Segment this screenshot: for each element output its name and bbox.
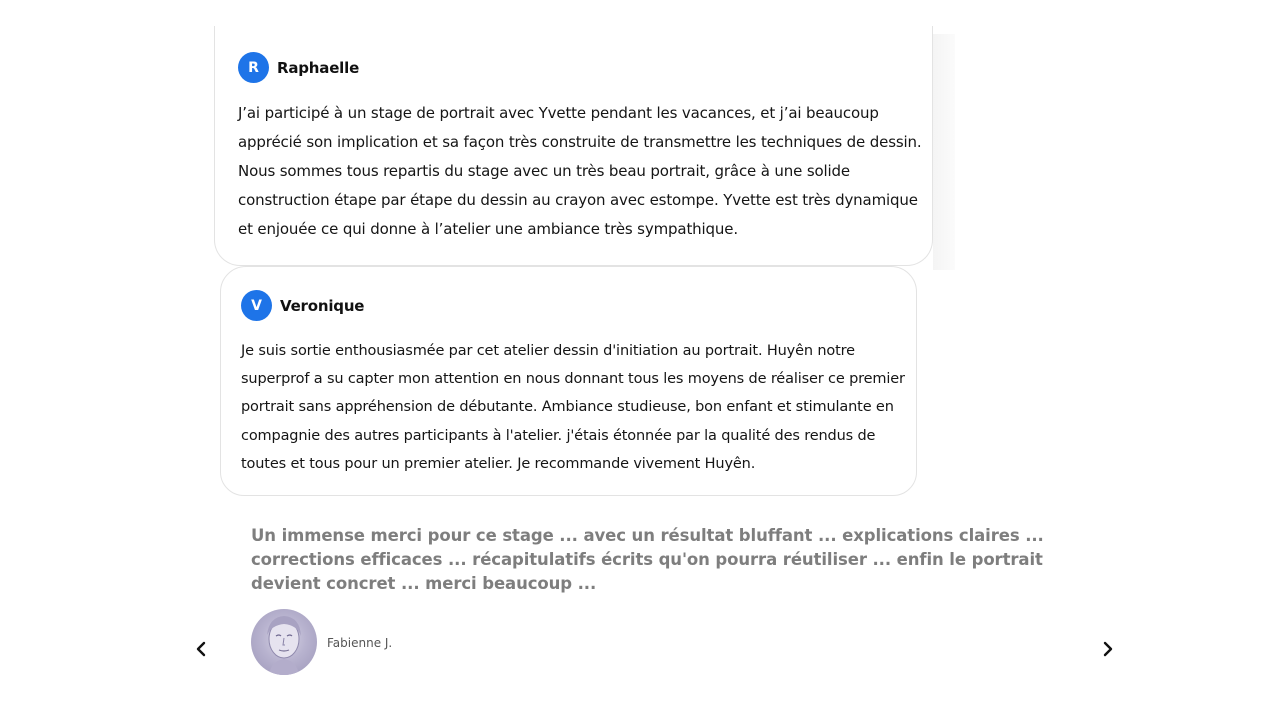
portrait-drawing-icon	[251, 609, 317, 675]
testimonial-quote: Un immense merci pour ce stage ... avec un résultat bluffant ... explications claires ... corrections efficaces ... récapitulatifs écrits qu'on pourra réutiliser ... enfin le portrait devient concret ... merci beaucoup ...	[251, 526, 1044, 593]
reviewer-name: Veronique	[280, 296, 365, 315]
chevron-left-icon	[194, 641, 208, 657]
review-card-veronique	[220, 266, 917, 496]
carousel-prev-button[interactable]	[189, 637, 213, 661]
avatar: V	[241, 290, 272, 321]
carousel-next-button[interactable]	[1096, 637, 1120, 661]
next-card-edge	[933, 34, 955, 270]
avatar: R	[238, 52, 269, 83]
review-text: J’ai participé à un stage de portrait avec Yvette pendant les vacances, et j’ai beaucoup apprécié son implication et sa façon très construite de transmettre les techniques de dessin. Nous sommes tous repartis du stage avec un très beau portrait, grâce à une solide construction étape par étape du dessin au crayon avec estompe. Yvette est très dynamique et enjouée ce qui donne à l’atelier une ambiance très sympathique.	[238, 104, 922, 238]
author-avatar	[251, 609, 317, 675]
reviewer-name: Raphaelle	[277, 58, 360, 77]
chevron-right-icon	[1101, 641, 1115, 657]
review-header	[238, 52, 359, 83]
testimonial-author: Fabienne J.	[327, 636, 393, 650]
review-header	[241, 290, 364, 321]
review-card-raphaelle	[214, 26, 933, 266]
review-text: Je suis sortie enthousiasmée par cet atelier dessin d'initiation au portrait. Huyên notre superprof a su capter mon attention en nous donnant tous les moyens de réaliser ce premier portrait sans appréhension de débutante. Ambiance studieuse, bon enfant et stimulante en compagnie des autres participants à l'atelier. j'étais étonnée par la qualité des rendus de toutes et tous pour un premier atelier. Je recommande vivement Huyên.	[241, 343, 905, 472]
